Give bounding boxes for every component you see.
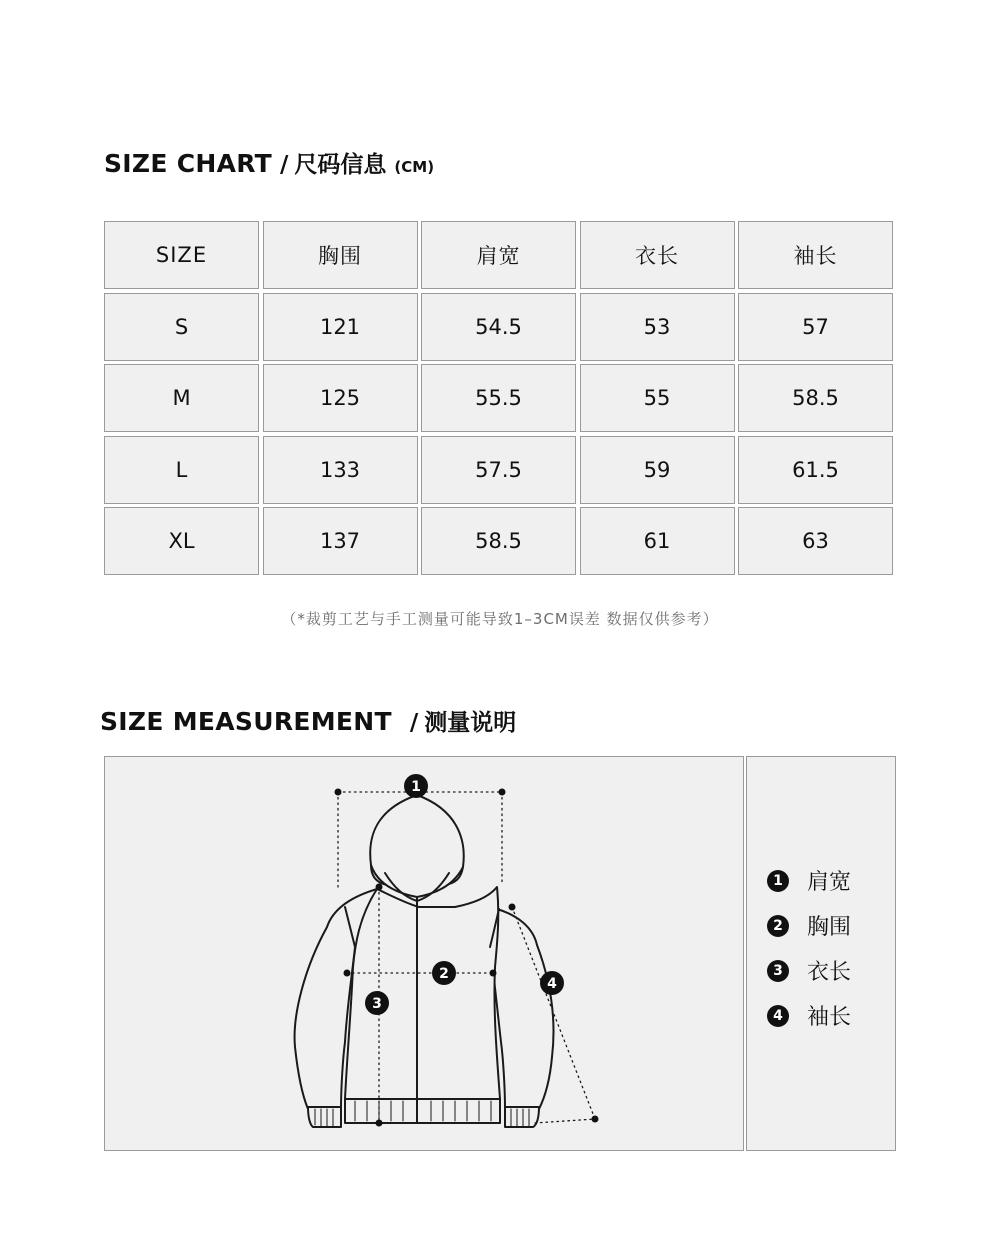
size-chart-title (104, 146, 434, 179)
table-row (104, 364, 896, 432)
size-cell: L (104, 436, 259, 504)
marker-1-label: 1 (411, 779, 421, 795)
table-row (104, 507, 896, 575)
chest-cell: 137 (263, 507, 418, 575)
header-cell-shoulder: 肩宽 (421, 221, 576, 289)
marker-4 (540, 971, 564, 995)
size-measurement-title (100, 704, 516, 737)
legend-label: 胸围 (807, 915, 852, 940)
legend-item (767, 865, 851, 896)
measurement-legend (746, 756, 896, 1151)
legend-badge: 4 (767, 1005, 789, 1027)
header-cell-sleeve: 袖长 (738, 221, 893, 289)
legend-badge: 1 (767, 870, 789, 892)
length-cell: 59 (580, 436, 735, 504)
size-cell: M (104, 364, 259, 432)
size-measurement-title-cn: 测量说明 (424, 710, 517, 736)
shoulder-cell: 54.5 (421, 293, 576, 361)
length-cell: 53 (580, 293, 735, 361)
chest-cell: 121 (263, 293, 418, 361)
size-cell: S (104, 293, 259, 361)
header-cell-size: SIZE (104, 221, 259, 289)
length-cell: 61 (580, 507, 735, 575)
sleeve-cell: 63 (738, 507, 893, 575)
size-cell: XL (104, 507, 259, 575)
marker-4-label: 4 (547, 976, 557, 992)
sleeve-cell: 61.5 (738, 436, 893, 504)
length-cell: 55 (580, 364, 735, 432)
legend-item (767, 910, 851, 941)
header-cell-length: 衣长 (580, 221, 735, 289)
size-table (104, 221, 896, 579)
marker-3 (365, 991, 389, 1015)
measurement-disclaimer: （*裁剪工艺与手工测量可能导致1–3CM误差 数据仅供参考） (281, 610, 719, 628)
size-chart-title-en: SIZE CHART (104, 149, 273, 178)
size-measurement-title-en: SIZE MEASUREMENT (100, 707, 392, 736)
marker-1 (404, 774, 428, 798)
legend-item (767, 1000, 851, 1031)
unit-label: (CM) (394, 158, 435, 176)
header-cell-chest: 胸围 (263, 221, 418, 289)
title-separator: / (280, 152, 289, 178)
sleeve-cell: 57 (738, 293, 893, 361)
legend-label: 肩宽 (807, 870, 852, 895)
size-chart-title-cn: 尺码信息 (294, 152, 387, 178)
chest-cell: 125 (263, 364, 418, 432)
sleeve-cell: 58.5 (738, 364, 893, 432)
title-separator: / (409, 710, 419, 736)
legend-label: 袖长 (807, 1005, 852, 1030)
legend-item (767, 955, 851, 986)
shoulder-cell: 58.5 (421, 507, 576, 575)
shoulder-cell: 57.5 (421, 436, 576, 504)
shoulder-cell: 55.5 (421, 364, 576, 432)
measurement-diagram (104, 756, 744, 1151)
table-row (104, 293, 896, 361)
table-header-row (104, 221, 896, 289)
table-row (104, 436, 896, 504)
marker-3-label: 3 (372, 996, 382, 1012)
hoodie-outline (295, 795, 554, 1127)
legend-badge: 2 (767, 915, 789, 937)
marker-2-label: 2 (439, 966, 449, 982)
legend-badge: 3 (767, 960, 789, 982)
chest-cell: 133 (263, 436, 418, 504)
hoodie-illustration (105, 757, 743, 1150)
legend-label: 衣长 (807, 960, 852, 985)
marker-2 (432, 961, 456, 985)
